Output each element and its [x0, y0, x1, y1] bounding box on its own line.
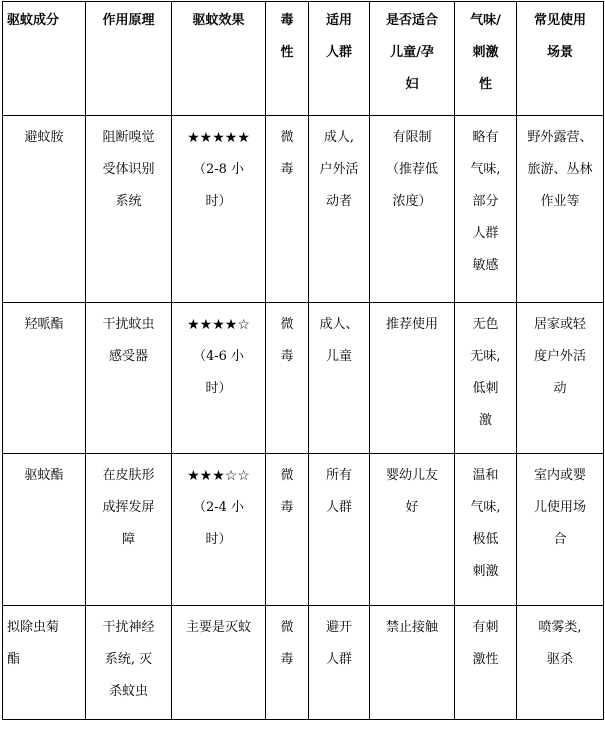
- header-audience: 适用 人群: [309, 2, 370, 116]
- header-toxicity: 毒 性: [266, 2, 309, 116]
- cell-effect: ★★★★★ （2-8 小 时）: [172, 116, 266, 303]
- repellent-comparison-table: [2, 1, 604, 720]
- cell-scene: 野外露营、 旅游、丛林 作业等: [517, 116, 604, 303]
- cell-ingredient: 拟除虫菊 酯: [3, 606, 86, 720]
- header-odor: 气味/ 刺激 性: [455, 2, 517, 116]
- cell-mechanism: 干扰神经 系统, 灭 杀蚊虫: [86, 606, 172, 720]
- table-row: [3, 454, 604, 606]
- cell-ingredient: 避蚊胺: [3, 116, 86, 303]
- cell-children: 推荐使用: [370, 303, 455, 454]
- table-row: [3, 116, 604, 303]
- cell-odor: 略有 气味, 部分 人群 敏感: [455, 116, 517, 303]
- cell-scene: 居家或轻 度户外活 动: [517, 303, 604, 454]
- star-rating: ★★★★★: [187, 130, 250, 146]
- header-scene: 常见使用 场景: [517, 2, 604, 116]
- star-rating: ★★★☆☆: [187, 468, 250, 484]
- cell-audience: 成人、 儿童: [309, 303, 370, 454]
- cell-ingredient: 羟哌酯: [3, 303, 86, 454]
- cell-toxicity: 微 毒: [266, 454, 309, 606]
- cell-children: 有限制 （推荐低 浓度）: [370, 116, 455, 303]
- cell-scene: 喷雾类, 驱杀: [517, 606, 604, 720]
- cell-odor: 温和 气味, 极低 刺激: [455, 454, 517, 606]
- cell-children: 禁止接触: [370, 606, 455, 720]
- header-mechanism: 作用原理: [86, 2, 172, 116]
- cell-children: 婴幼儿友 好: [370, 454, 455, 606]
- cell-ingredient: 驱蚊酯: [3, 454, 86, 606]
- cell-mechanism: 在皮肤形 成挥发屏 障: [86, 454, 172, 606]
- cell-effect: 主要是灭蚊: [172, 606, 266, 720]
- table-row: [3, 606, 604, 720]
- header-effect: 驱蚊效果: [172, 2, 266, 116]
- cell-effect: ★★★★☆ （4-6 小 时）: [172, 303, 266, 454]
- header-row: [3, 2, 604, 116]
- cell-toxicity: 微 毒: [266, 303, 309, 454]
- star-rating: ★★★★☆: [187, 317, 250, 333]
- cell-toxicity: 微 毒: [266, 116, 309, 303]
- cell-audience: 所有 人群: [309, 454, 370, 606]
- cell-toxicity: 微 毒: [266, 606, 309, 720]
- header-children: 是否适合 儿童/孕 妇: [370, 2, 455, 116]
- cell-mechanism: 阻断嗅觉 受体识别 系统: [86, 116, 172, 303]
- cell-odor: 无色 无味, 低刺 激: [455, 303, 517, 454]
- cell-effect: ★★★☆☆ （2-4 小 时）: [172, 454, 266, 606]
- cell-scene: 室内或婴 儿使用场 合: [517, 454, 604, 606]
- cell-odor: 有刺 激性: [455, 606, 517, 720]
- cell-audience: 成人, 户外活 动者: [309, 116, 370, 303]
- cell-audience: 避开 人群: [309, 606, 370, 720]
- table-row: [3, 303, 604, 454]
- cell-mechanism: 干扰蚊虫 感受器: [86, 303, 172, 454]
- header-ingredient: 驱蚊成分: [3, 2, 86, 116]
